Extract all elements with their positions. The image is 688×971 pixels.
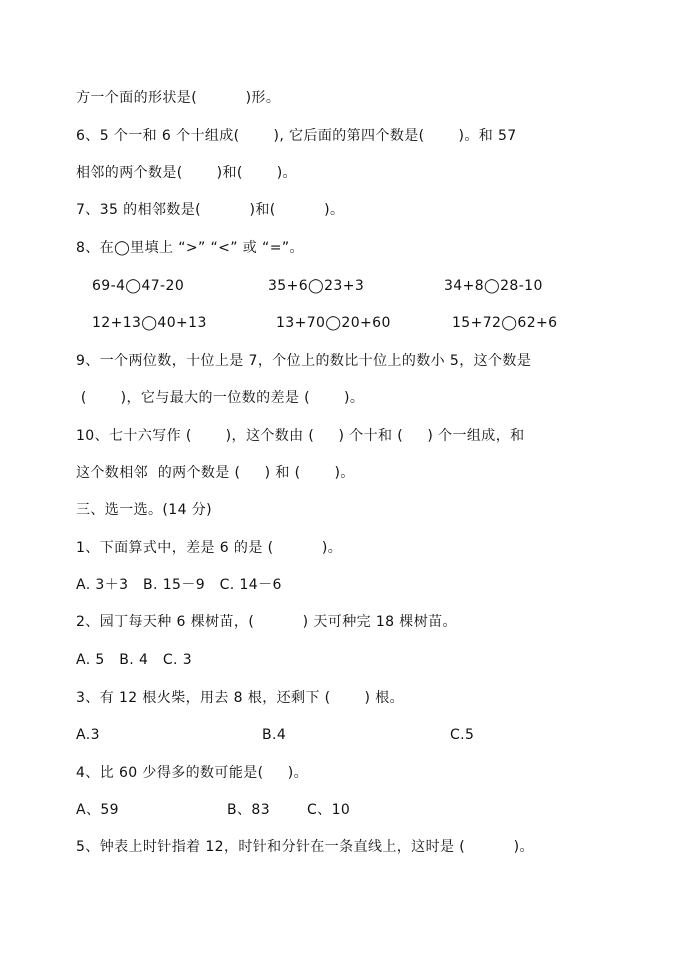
question-8-text: 8、在◯里填上 “>” “<” 或 “=”。 (76, 240, 304, 256)
question-6 (0, 124, 688, 148)
comparison-item: 35+6◯23+3 (268, 278, 365, 294)
choice-question-1 (0, 536, 688, 560)
choice-option-b: B、83 (227, 802, 271, 818)
choice-options-text: A. 3＋3 B. 15－9 C. 14－6 (76, 577, 282, 593)
choice-question-5 (0, 835, 688, 859)
choice-question-1-text: 1、下面算式中，差是 6 的是 ( )。 (76, 540, 343, 556)
comparison-item: 15+72◯62+6 (452, 315, 558, 331)
choice-question-5-text: 5、钟表上时针指着 12，时针和分针在一条直线上，这时是 ( )。 (76, 839, 534, 855)
choice-option-c: C、10 (307, 802, 351, 818)
question-8 (0, 236, 688, 260)
choice-question-3-text: 3、有 12 根火柴，用去 8 根，还剩下 ( ) 根。 (76, 690, 405, 706)
question-6-continued (0, 161, 688, 185)
question-9-text: 9、一个两位数，十位上是 7，个位上的数比十位上的数小 5，这个数是 (76, 353, 532, 369)
comparison-item: 34+8◯28-10 (444, 278, 543, 294)
question-10 (0, 424, 688, 448)
question-10-continued (0, 461, 688, 485)
choice-question-4-text: 4、比 60 少得多的数可能是( )。 (76, 765, 308, 781)
question-6-continued-text: 相邻的两个数是( )和( )。 (76, 165, 297, 181)
choice-option-b: B.4 (262, 727, 287, 743)
question-text (0, 86, 688, 110)
question-10-text: 10、七十六写作 ( )，这个数由 ( ) 个十和 ( ) 个一组成，和 (76, 428, 525, 444)
choice-option-a: A.3 (76, 727, 100, 743)
section-heading-text: 三、选一选。(14 分) (76, 502, 212, 518)
question-9 (0, 349, 688, 373)
choice-question-4-options (0, 798, 688, 822)
choice-question-3 (0, 686, 688, 710)
choice-question-2-text: 2、园丁每天种 6 棵树苗，( ) 天可种完 18 棵树苗。 (76, 614, 457, 630)
choice-question-4 (0, 761, 688, 785)
choice-option-a: A、59 (76, 802, 119, 818)
choice-option-c: C.5 (450, 727, 475, 743)
question-9-continued (0, 386, 688, 410)
choice-question-2 (0, 610, 688, 634)
comparison-row-2 (0, 311, 688, 335)
question-6-text: 6、5 个一和 6 个十组成( ), 它后面的第四个数是( )。和 57 (76, 128, 517, 144)
question-10-continued-text: 这个数相邻 的两个数是 ( ) 和 ( )。 (76, 465, 355, 481)
question-7-text: 7、35 的相邻数是( )和( )。 (76, 202, 345, 218)
question-7 (0, 198, 688, 222)
comparison-item: 12+13◯40+13 (92, 315, 207, 331)
comparison-item: 13+70◯20+60 (276, 315, 391, 331)
choice-question-1-options (0, 573, 688, 597)
question-text-segment: 方一个面的形状是( )形。 (76, 90, 281, 106)
choice-question-3-options (0, 723, 688, 747)
section-heading (0, 498, 688, 522)
choice-options-text: A. 5 B. 4 C. 3 (76, 652, 193, 668)
comparison-item: 69-4◯47-20 (92, 278, 185, 294)
choice-question-2-options (0, 648, 688, 672)
comparison-row-1 (0, 274, 688, 298)
question-9-continued-text: ( )，它与最大的一位数的差是 ( )。 (76, 390, 365, 406)
